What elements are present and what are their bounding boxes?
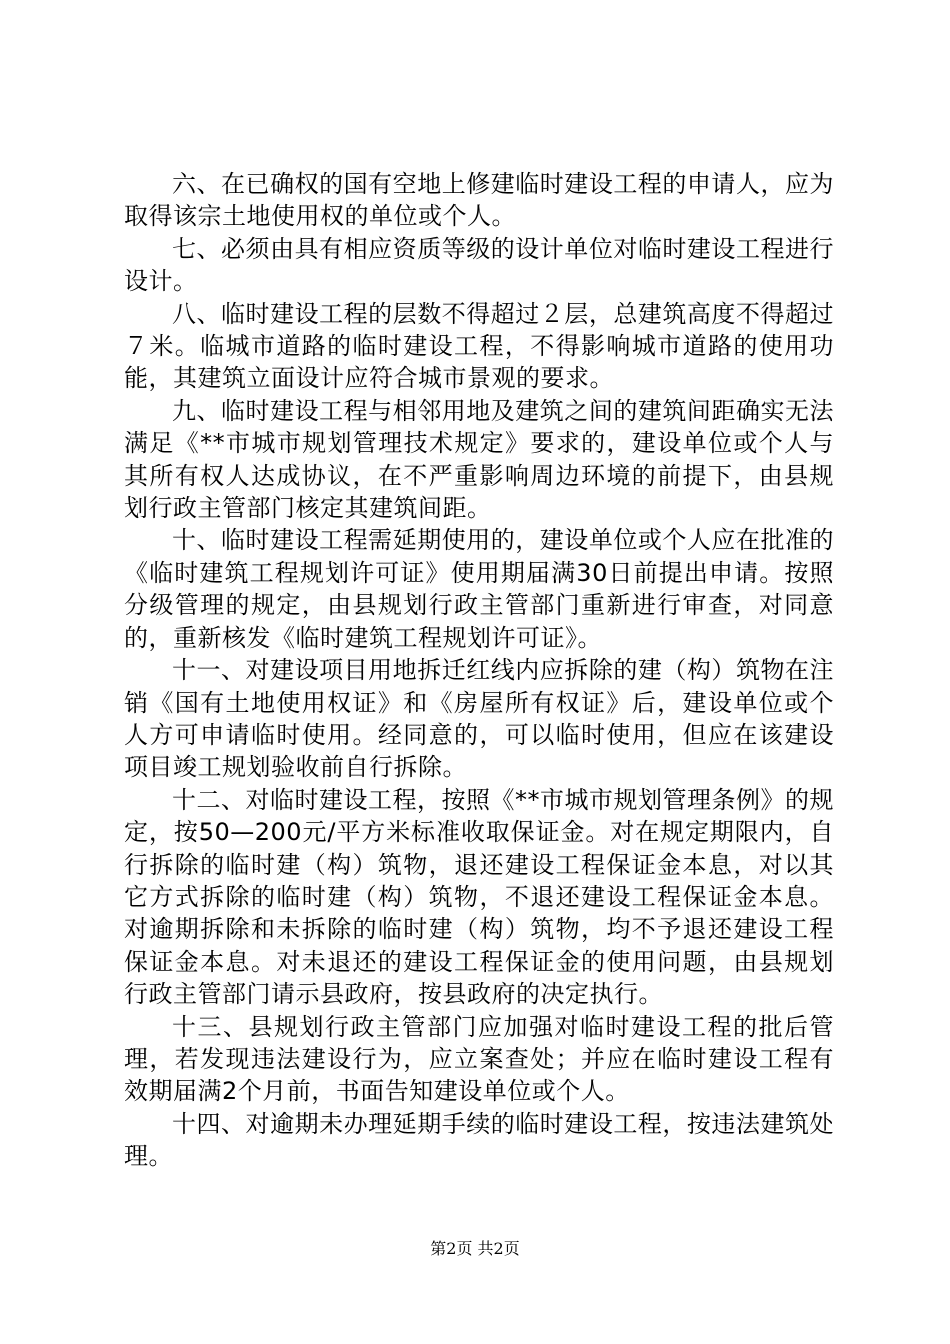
- paragraph-13: 十三、县规划行政主管部门应加强对临时建设工程的批后管理，若发现违法建设行为，应立案查处；并应在临时建设工程有效期届满2个月前，书面告知建设单位或个人。: [124, 1012, 834, 1106]
- paragraph-12: 十二、对临时建设工程，按照《**市城市规划管理条例》的规定，按50—200元/平方米标准收取保证金。对在规定期限内，自行拆除的临时建（构）筑物，退还建设工程保证金本息，对以其它方式拆除的临时建（构）筑物，不退还建设工程保证金本息。对逾期拆除和未拆除的临时建（构）筑物，均不予退还建设工程保证金本息。对未退还的建设工程保证金的使用问题，由县规划行政主管部门请示县政府，按县政府的决定执行。: [124, 785, 834, 1009]
- paragraph-9: 九、临时建设工程与相邻用地及建筑之间的建筑间距确实无法满足《**市城市规划管理技术规定》要求的，建设单位或个人与其所有权人达成协议，在不严重影响周边环境的前提下，由县规划行政主管部门核定其建筑间距。: [124, 396, 834, 523]
- paragraph-6: 六、在已确权的国有空地上修建临时建设工程的申请人，应为取得该宗土地使用权的单位或个人。: [124, 170, 834, 231]
- paragraph-10: 十、临时建设工程需延期使用的，建设单位或个人应在批准的《临时建筑工程规划许可证》使用期届满30日前提出申请。按照分级管理的规定，由县规划行政主管部门重新进行审查，对同意的，重新核发《临时建筑工程规划许可证》。: [124, 526, 834, 652]
- paragraph-8: 八、临时建设工程的层数不得超过２层，总建筑高度不得超过７米。临城市道路的临时建设工程，不得影响城市道路的使用功能，其建筑立面设计应符合城市景观的要求。: [124, 299, 834, 393]
- document-body: [124, 168, 834, 1173]
- paragraph-11: 十一、对建设项目用地拆迁红线内应拆除的建（构）筑物在注销《国有土地使用权证》和《房屋所有权证》后，建设单位或个人方可申请临时使用。经同意的，可以临时使用，但应在该建设项目竣工规划验收前自行拆除。: [124, 656, 834, 782]
- paragraph-7: 七、必须由具有相应资质等级的设计单位对临时建设工程进行设计。: [124, 234, 834, 296]
- paragraph-14: 十四、对逾期未办理延期手续的临时建设工程，按违法建筑处理。: [124, 1109, 834, 1171]
- page-number-footer: 第2页 共2页: [430, 1239, 520, 1258]
